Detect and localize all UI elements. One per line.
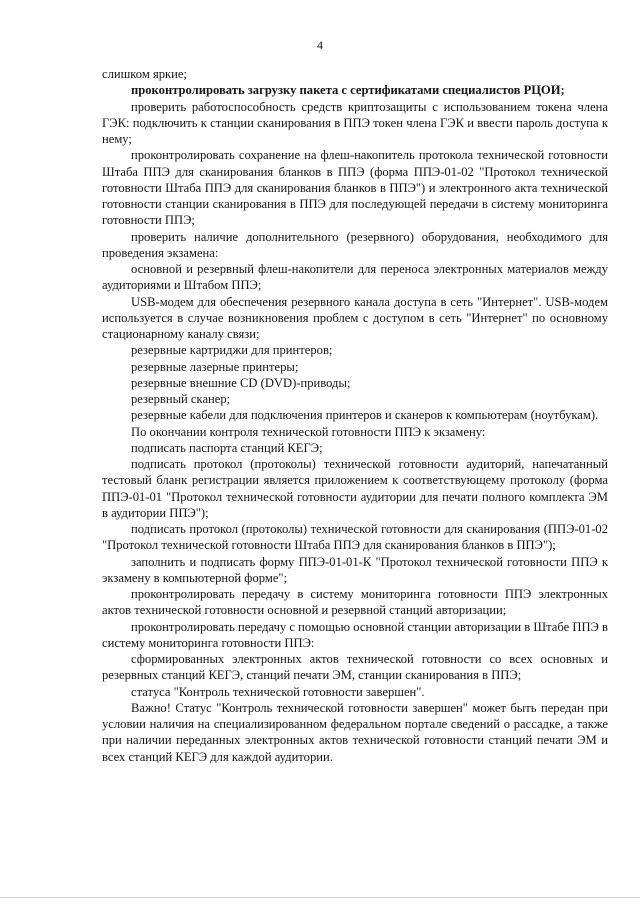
paragraph: заполнить и подписать форму ППЭ-01-01-К "Протокол технической готовности ППЭ к экзамену в компьютерной форме";: [102, 554, 608, 585]
paragraph: статуса "Контроль технической готовности завершен".: [131, 684, 425, 699]
paragraph: проконтролировать сохранение на флеш-накопитель протокола технической готовности Штаба ППЭ для сканирования бланков в ППЭ (форма ППЭ-01-02 "Протокол технической готовности Штаба ППЭ для сканирования бланков в ППЭ") и электронного акта технической готовности станции сканирования в ППЭ для последующей передачи в систему мониторинга готовности ППЭ;: [102, 148, 608, 228]
page-number: 4: [317, 38, 323, 52]
paragraph: сформированных электронных актов технической готовности со всех основных и резервных станций КЕГЭ, станций печати ЭМ, станции сканирования в ППЭ;: [102, 652, 608, 683]
paragraph: проконтролировать передачу в систему мониторинга готовности ППЭ электронных актов технической готовности основной и резервной станций авторизации;: [102, 587, 608, 618]
paragraph: Важно! Статус "Контроль технической готовности завершен" может быть передан при условии наличия на специализированном федеральном портале сведений о рассадке, а также при наличии переданных электронных актов технической готовности станций печати ЭМ и всех станций КЕГЭ для каждой аудитории.: [102, 700, 608, 764]
paragraph: слишком яркие;: [102, 67, 188, 81]
paragraph: проконтролировать передачу с помощью основной станции авторизации в Штабе ППЭ в систему мониторинга готовности ППЭ:: [102, 619, 608, 650]
paragraph: проверить работоспособность средств криптозащиты с использованием токена члена ГЭК: подключить к станции сканирования в ППЭ токен члена ГЭК и ввести пароль доступа к нему;: [102, 99, 608, 146]
paragraph: По окончании контроля технической готовности ППЭ к экзамену:: [131, 424, 486, 439]
paragraph: основной и резервный флеш-накопители для переноса электронных материалов между аудиториями и Штабом ППЭ;: [102, 262, 608, 293]
paragraph: проверить наличие дополнительного (резервного) оборудования, необходимого для проведения экзамена:: [102, 229, 608, 260]
paragraph: подписать протокол (протоколы) технической готовности для сканирования (ППЭ-01-02 "Протокол технической готовности Штаба ППЭ для сканирования бланков в ППЭ");: [102, 522, 608, 553]
paragraph: резервные внешние CD (DVD)-приводы;: [131, 375, 351, 390]
paragraph: подписать протокол (протоколы) технической готовности аудиторий, напечатанный тестовый бланк регистрации является приложением к соответствующему протоколу (форма ППЭ-01-01 "Протокол технической готовности аудитории для печати полного комплекта ЭМ в аудитории ППЭ");: [102, 457, 608, 520]
paragraph: резервные кабели для подключения принтеров и сканеров к компьютерам (ноутбукам).: [131, 408, 599, 423]
page-bottom-edge: [0, 897, 640, 898]
paragraph: резервные лазерные принтеры;: [131, 359, 299, 374]
document-body: [102, 66, 608, 765]
paragraph: USB-модем для обеспечения резервного канала доступа в сеть "Интернет". USB-модем используется в случае возникновения проблем с доступом в сеть "Интернет" по основному стационарному каналу связи;: [102, 294, 608, 341]
paragraph: подписать паспорта станций КЕГЭ;: [131, 440, 323, 455]
paragraph: проконтролировать загрузку пакета с сертификатами специалистов РЦОИ;: [131, 83, 565, 98]
paragraph: резервный сканер;: [131, 392, 231, 406]
paragraph: резервные картриджи для принтеров;: [131, 343, 333, 358]
